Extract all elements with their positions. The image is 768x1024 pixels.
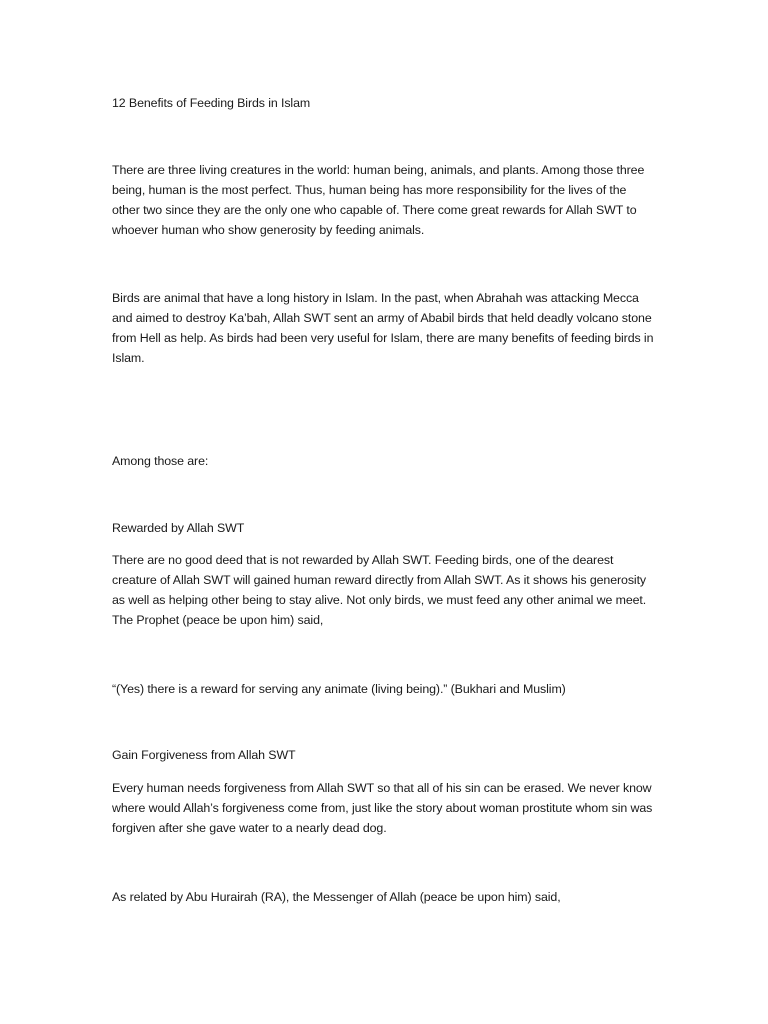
section-followup-line: As related by Abu Hurairah (RA), the Messenger of Allah (peace be upon him) said, — [112, 890, 561, 904]
section-body-forgiveness: Every human needs forgiveness from Allah SWT so that all of his sin can be erased. We never know where would Allah’s forgiveness come from, just like the story about woman prostitute whom sin was forgiven after she gave water to a nearly dead dog. — [112, 781, 653, 835]
hadith-quote: “(Yes) there is a reward for serving any animate (living being).” (Bukhari and Muslim) — [112, 682, 566, 696]
section-heading-rewarded: Rewarded by Allah SWT — [112, 521, 245, 535]
section-body-rewarded: There are no good deed that is not rewarded by Allah SWT. Feeding birds, one of the dearest creature of Allah SWT will gained human reward directly from Allah SWT. As it shows his generosity as well as helping other being to stay alive. Not only birds, we must feed any other animal we meet. The Prophet (peace be upon him) said, — [112, 553, 647, 627]
section-heading-forgiveness: Gain Forgiveness from Allah SWT — [112, 748, 296, 762]
history-paragraph: Birds are animal that have a long history in Islam. In the past, when Abrahah was attacking Mecca and aimed to destroy Ka’bah, Allah SWT sent an army of Ababil birds that held deadly volcano stone from Hell as help. As birds had been very useful for Islam, there are many benefits of feeding birds in Islam. — [112, 291, 654, 365]
among-line: Among those are: — [112, 454, 209, 468]
document-title: 12 Benefits of Feeding Birds in Islam — [112, 96, 311, 110]
intro-paragraph: There are three living creatures in the world: human being, animals, and plants. Among those three being, human is the most perfect. Thus, human being has more responsibility for the lives of the other two since they are the only one who capable of. There come great rewards for Allah SWT to whoever human who show generosity by feeding animals. — [112, 163, 645, 237]
